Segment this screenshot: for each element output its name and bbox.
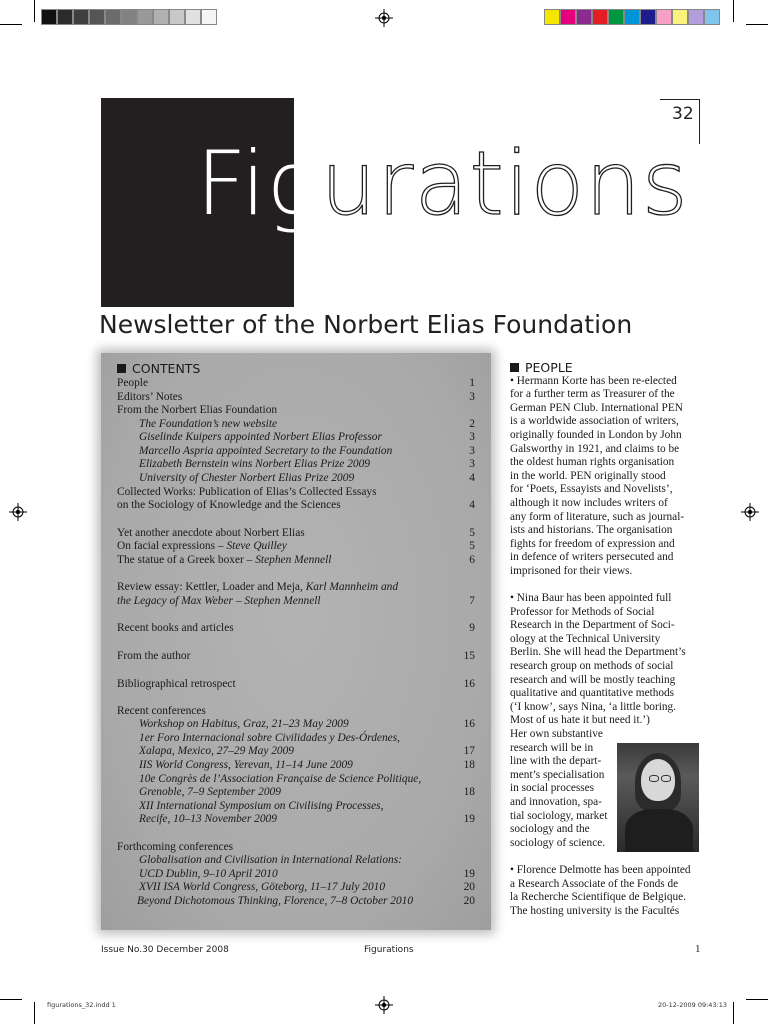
contents-entry-title: From the Norbert Elias Foundation xyxy=(117,404,278,416)
color-swatch xyxy=(688,9,704,25)
people-para-delmotte xyxy=(510,864,700,918)
contents-entry-title: Review essay: Kettler, Loader and Meja, Karl Mannheim and xyxy=(117,581,399,593)
contents-entry-page: 16 xyxy=(463,678,475,690)
text-line: ology at the Technical University xyxy=(510,632,661,645)
contents-entry-title: The statue of a Greek boxer – Stephen Mennell xyxy=(117,554,332,566)
grayscale-bar xyxy=(41,9,217,25)
contents-entry-page: 5 xyxy=(469,540,475,552)
contents-entry-page: 4 xyxy=(469,499,475,511)
contents-entry xyxy=(117,595,475,609)
contents-entry-page: 20 xyxy=(463,881,475,893)
text-line: Galsworthy in 1921, and claims to be xyxy=(510,442,680,455)
text-line: Research in the Department of Soci- xyxy=(510,619,675,632)
color-swatch xyxy=(704,9,720,25)
crop-mark xyxy=(746,24,768,25)
contents-entry-page: 19 xyxy=(463,868,475,880)
text-line: although it now includes writers of xyxy=(510,496,668,509)
contents-entry-page: 6 xyxy=(469,554,475,566)
text-line: for a further term as Treasurer of the xyxy=(510,388,675,401)
color-swatch xyxy=(592,9,608,25)
gray-swatch xyxy=(121,9,137,25)
text-line: (‘I know’, says Nina, ‘a little boring. xyxy=(510,700,676,713)
text-line: qualitative and quantitative methods xyxy=(510,687,675,700)
square-bullet-icon xyxy=(510,363,519,372)
footer-issue: Issue No.30 December 2008 xyxy=(101,945,229,955)
text-line: for ‘Poets, Essayists and Novelists’, xyxy=(510,483,673,496)
contents-entry-page: 16 xyxy=(463,718,475,730)
logo-part1: Fig xyxy=(196,132,321,235)
contents-entry xyxy=(117,622,475,636)
registration-mark-icon xyxy=(9,503,27,521)
logo-figurations xyxy=(196,132,689,235)
crop-mark xyxy=(746,999,768,1000)
color-swatch xyxy=(624,9,640,25)
text-line: the oldest human rights organisation xyxy=(510,456,675,469)
contents-entry-page: 20 xyxy=(463,895,475,907)
contents-entry-title: XII International Symposium on Civilising Processes, xyxy=(139,800,384,812)
contents-entry-title: Globalisation and Civilisation in International Relations: xyxy=(139,854,402,866)
crop-mark xyxy=(34,1002,35,1024)
color-bar xyxy=(544,9,720,25)
contents-entry-page: 18 xyxy=(463,786,475,798)
contents-entry-page: 3 xyxy=(469,391,475,403)
gray-swatch xyxy=(201,9,217,25)
text-line: The hosting university is the Facultés xyxy=(510,904,680,917)
contents-entry xyxy=(117,581,475,595)
contents-entry-title: Yet another anecdote about Norbert Elias xyxy=(117,527,305,539)
color-swatch xyxy=(560,9,576,25)
text-line: any form of literature, such as journal- xyxy=(510,510,685,523)
contents-entry xyxy=(117,391,475,405)
contents-entry xyxy=(117,472,475,486)
text-line: line with the depart- xyxy=(510,755,602,768)
text-line: is a worldwide association of writers, xyxy=(510,415,679,428)
contents-entry-page: 4 xyxy=(469,472,475,484)
contents-entry-title: University of Chester Norbert Elias Prize 2009 xyxy=(139,472,355,484)
contents-entry-title: the Legacy of Max Weber – Stephen Mennell xyxy=(117,595,321,607)
contents-entry xyxy=(117,773,475,787)
contents-entry xyxy=(117,705,475,719)
contents-entry xyxy=(117,418,475,432)
contents-entry-title: Bibliographical retrospect xyxy=(117,678,236,690)
contents-entry-title: Forthcoming conferences xyxy=(117,841,234,853)
contents-entry xyxy=(117,759,475,773)
square-bullet-icon xyxy=(117,364,126,373)
footer-title: Figurations xyxy=(364,945,414,955)
people-heading xyxy=(510,361,700,375)
contents-entry xyxy=(117,881,475,895)
contents-entry-page: 2 xyxy=(469,418,475,430)
gray-swatch xyxy=(169,9,185,25)
contents-entry xyxy=(117,895,475,909)
text-line: sociology and the xyxy=(510,823,590,836)
contents-entry xyxy=(117,458,475,472)
contents-entry-title: Elizabeth Bernstein wins Norbert Elias Prize 2009 xyxy=(139,458,370,470)
text-line: German PEN Club. International PEN xyxy=(510,401,683,414)
portrait-photo xyxy=(617,743,699,852)
contents-entry-page: 9 xyxy=(469,622,475,634)
contents-entry-title: Recent books and articles xyxy=(117,622,234,634)
contents-entry xyxy=(117,732,475,746)
contents-entry-page: 19 xyxy=(463,813,475,825)
contents-entry-title: IIS World Congress, Yerevan, 11–14 June 2009 xyxy=(139,759,353,771)
contents-entry-page: 3 xyxy=(469,458,475,470)
contents-entry xyxy=(117,745,475,759)
contents-entry-title: 1er Foro Internacional sobre Civilidades y Des-Órdenes, xyxy=(139,732,400,744)
gray-swatch xyxy=(137,9,153,25)
text-line: la Recherche Scientifique de Belgique. xyxy=(510,891,686,904)
crop-mark xyxy=(733,0,734,22)
contents-entry-title: Marcello Aspria appointed Secretary to the Foundation xyxy=(139,445,393,457)
text-line: Professor for Methods of Social xyxy=(510,605,655,618)
text-line: research group on methods of social xyxy=(510,660,674,673)
text-line: Most of us hate it but need it.’) xyxy=(510,714,650,727)
color-swatch xyxy=(608,9,624,25)
color-swatch xyxy=(640,9,656,25)
contents-entry xyxy=(117,650,475,664)
contents-entry xyxy=(117,540,475,554)
color-swatch xyxy=(544,9,560,25)
page-subtitle: Newsletter of the Norbert Elias Foundation xyxy=(99,310,633,339)
slug-datetime: 20-12-2009 09:43:13 xyxy=(658,1001,728,1009)
text-line: a Research Associate of the Fonds de xyxy=(510,877,679,890)
color-swatch xyxy=(576,9,592,25)
text-line: Her own substantive xyxy=(510,728,603,741)
contents-entry-title: Collected Works: Publication of Elias’s Collected Essays xyxy=(117,486,377,498)
registration-mark-icon xyxy=(741,503,759,521)
color-swatch xyxy=(656,9,672,25)
contents-entry xyxy=(117,854,475,868)
registration-mark-icon xyxy=(375,9,393,27)
contents-entry-title: From the author xyxy=(117,650,191,662)
contents-entry-page: 3 xyxy=(469,445,475,457)
contents-entry xyxy=(117,445,475,459)
gray-swatch xyxy=(73,9,89,25)
gray-swatch xyxy=(185,9,201,25)
text-line: and innovation, spa- xyxy=(510,796,602,808)
contents-entry-page: 15 xyxy=(463,650,475,662)
contents-entry xyxy=(117,377,475,391)
contents-entry-page: 17 xyxy=(463,745,475,757)
contents-entry xyxy=(117,718,475,732)
crop-mark xyxy=(0,24,22,25)
contents-entry xyxy=(117,486,475,500)
text-line: sociology of science. xyxy=(510,836,606,849)
text-line: in social processes xyxy=(510,782,595,795)
contents-entry-title: 10e Congrès de l’Association Française de Science Politique, xyxy=(139,773,422,785)
crop-mark xyxy=(733,1002,734,1024)
text-line: • Hermann Korte has been re-elected xyxy=(510,374,677,387)
contents-entry-title: UCD Dublin, 9–10 April 2010 xyxy=(139,868,278,880)
contents-entry-title: Xalapa, Mexico, 27–29 May 2009 xyxy=(139,745,295,757)
contents-entry-title: Grenoble, 7–9 September 2009 xyxy=(139,786,281,798)
contents-entry-title: Recent conferences xyxy=(117,705,206,717)
page-number: 32 xyxy=(660,99,700,144)
contents-entry-title: People xyxy=(117,377,149,389)
gray-swatch xyxy=(41,9,57,25)
text-line: research and will be mostly teaching xyxy=(510,673,676,686)
text-line: in defence of writers persecuted and xyxy=(510,551,674,564)
contents-entry xyxy=(117,554,475,568)
text-line: ists and historians. The organisation xyxy=(510,524,673,537)
contents-entry-title: on the Sociology of Knowledge and the Sciences xyxy=(117,499,341,511)
contents-entry-page: 3 xyxy=(469,431,475,443)
crop-mark xyxy=(34,0,35,22)
gray-swatch xyxy=(89,9,105,25)
contents-entry xyxy=(117,527,475,541)
contents-entry-title: Workshop on Habitus, Graz, 21–23 May 2009 xyxy=(139,718,349,730)
logo-part2: urations xyxy=(320,132,689,235)
text-line: • Nina Baur has been appointed full xyxy=(510,592,672,605)
contents-entry xyxy=(117,800,475,814)
contents-entry-title: XVII ISA World Congress, Göteborg, 11–17 July 2010 xyxy=(139,881,386,893)
contents-entry-page: 5 xyxy=(469,527,475,539)
text-line: in the world. PEN originally stood xyxy=(510,469,666,482)
contents-entry-title: The Foundation’s new website xyxy=(139,418,278,430)
text-line: research will be in xyxy=(510,741,594,754)
contents-entry-page: 7 xyxy=(469,595,475,607)
gray-swatch xyxy=(105,9,121,25)
contents-entry-title: Editors’ Notes xyxy=(117,391,183,403)
contents-entry xyxy=(117,786,475,800)
contents-entry-page: 1 xyxy=(469,377,475,389)
gray-swatch xyxy=(57,9,73,25)
text-line: imprisoned for their views. xyxy=(510,564,633,577)
slug-filename: figurations_32.indd 1 xyxy=(47,1001,116,1009)
registration-mark-icon xyxy=(375,996,393,1014)
contents-entry xyxy=(117,431,475,445)
gray-swatch xyxy=(153,9,169,25)
people-para-korte xyxy=(510,375,700,579)
contents-entry-title: Beyond Dichotomous Thinking, Florence, 7–8 October 2010 xyxy=(137,895,414,907)
text-line: fights for freedom of expression and xyxy=(510,537,675,550)
text-line: ment’s specialisation xyxy=(510,768,605,781)
contents-entry-title: Recife, 10–13 November 2009 xyxy=(139,813,277,825)
contents-entry xyxy=(117,813,475,827)
text-line: • Florence Delmotte has been appointed xyxy=(510,863,691,876)
text-line: originally founded in London by John xyxy=(510,428,682,441)
crop-mark xyxy=(0,999,22,1000)
contents-heading-label: CONTENTS xyxy=(132,361,201,376)
contents-entry-title: Giselinde Kuipers appointed Norbert Elias Professor xyxy=(139,431,382,443)
contents-entry-page: 18 xyxy=(463,759,475,771)
footer-page-number: 1 xyxy=(695,943,701,955)
contents-entry xyxy=(117,499,475,513)
text-line: tial sociology, market xyxy=(510,809,608,822)
contents-entry-title: On facial expressions – Steve Quilley xyxy=(117,540,287,552)
color-swatch xyxy=(672,9,688,25)
people-heading-label: PEOPLE xyxy=(525,360,573,375)
contents-entry xyxy=(117,678,475,692)
contents-entry xyxy=(117,868,475,882)
contents-entry xyxy=(117,404,475,418)
contents-entry xyxy=(117,841,475,855)
text-line: Berlin. She will head the Department’s xyxy=(510,646,686,659)
contents-heading xyxy=(117,361,200,376)
